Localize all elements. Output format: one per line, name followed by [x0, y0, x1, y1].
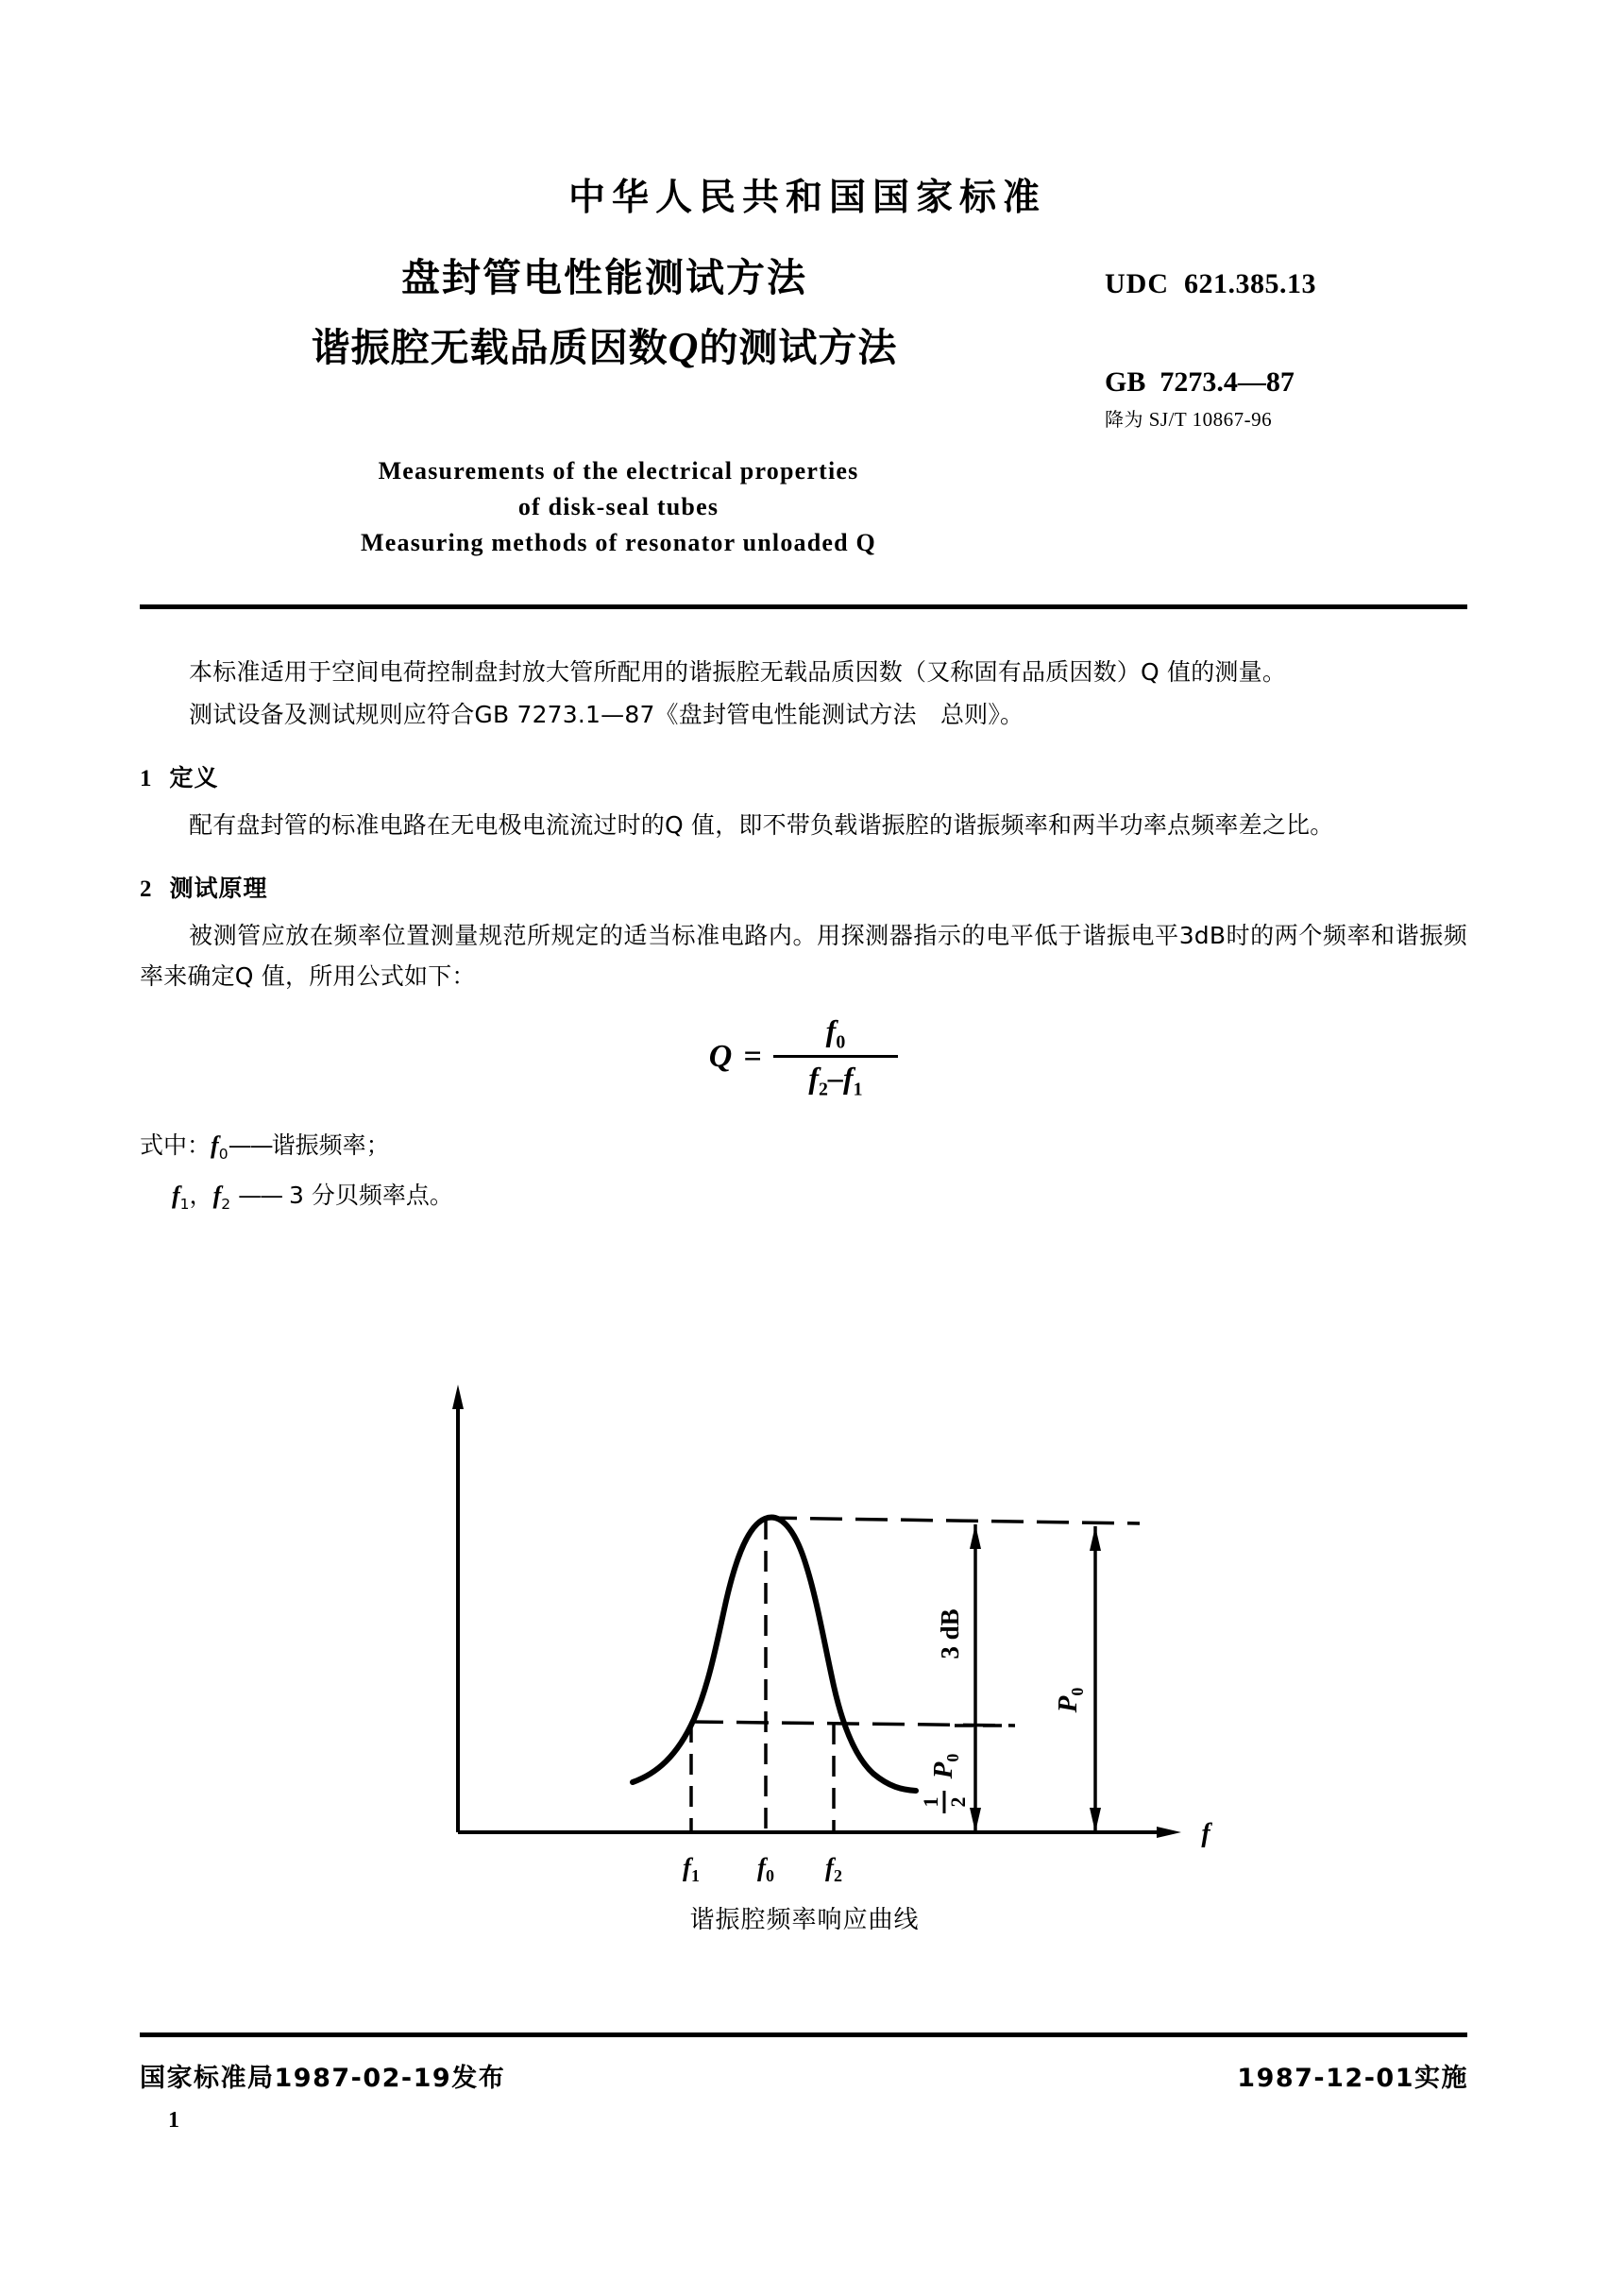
where-symbol-f1-sub: 1: [179, 1196, 190, 1213]
section-2-number: 2: [140, 876, 153, 902]
udc-value: 621.385.13: [1184, 268, 1316, 299]
formula-denominator-sym-b: f: [842, 1061, 854, 1096]
where-text-1: 谐振频率；: [271, 1131, 390, 1159]
section-1-heading: [140, 759, 1467, 793]
formula-denominator-sub-b: 1: [853, 1079, 863, 1100]
chinese-title: [142, 253, 1067, 372]
y-axis: [452, 1385, 464, 1832]
resonance-curve-path: [633, 1518, 916, 1791]
where-line-2: [140, 1175, 1467, 1225]
svg-text:2: 2: [946, 1796, 970, 1808]
gb-label: GB: [1105, 366, 1146, 398]
label-p0: $P_0$: [1053, 1687, 1087, 1713]
svg-text:P0: $P_0$: [928, 1753, 962, 1779]
english-title-line-3: Measuring methods of resonator unloaded Q: [361, 529, 876, 556]
section-1-title: 定义: [169, 764, 219, 791]
formula-lhs: Q: [708, 1039, 733, 1075]
formula-minus: –: [827, 1061, 843, 1096]
formula-denominator-sym-a: f: [808, 1061, 820, 1096]
footer-effective-info: 1987-12-01实施: [1237, 2064, 1468, 2093]
formula-fraction: [773, 1013, 899, 1101]
x-axis-arrowhead: [1157, 1827, 1181, 1838]
section-2-title: 测试原理: [169, 875, 268, 902]
y-axis-arrowhead: [452, 1385, 464, 1409]
udc-code: [1105, 268, 1467, 300]
q-formula: [709, 1013, 899, 1101]
formula-denominator-sub-a: 2: [819, 1079, 828, 1100]
scope-paragraph-1: 本标准适用于空间电荷控制盘封放大管所配用的谐振腔无载品质因数（又称固有品质因数）Q 值的测量。: [189, 658, 1287, 686]
title-line-2-prefix: 谐振腔无载品质因数: [311, 325, 669, 370]
header-divider-rule: [140, 604, 1467, 609]
gb-standard-number: [1105, 366, 1467, 399]
national-standard-title: 中华人民共和国国家标准: [567, 177, 1046, 219]
where-symbol-f2: f: [212, 1182, 222, 1209]
english-title-line-2: of disk‑seal tubes: [517, 493, 719, 520]
footer-issue-info: 国家标准局1987-02-19发布: [140, 2064, 506, 2093]
document-body: [140, 652, 1467, 1225]
title-q-symbol: Q: [668, 324, 700, 370]
formula-block: [140, 1013, 1467, 1119]
x-tick-label-f2: $f_2$: [825, 1853, 842, 1885]
x-axis: [458, 1827, 1181, 1838]
section-2-heading: [140, 870, 1467, 904]
half-power-measure-arrow: [955, 1524, 1007, 1832]
formula-equals: =: [743, 1039, 762, 1075]
section-1-text: 配有盘封管的标准电路在无电极电流流过时的Q 值，即不带负载谐振腔的谐振频率和两半功率点频率差之比。: [189, 811, 1334, 839]
scope-paragraph-2: 测试设备及测试规则应符合GB 7273.1—87《盘封管电性能测试方法 总则》。: [189, 701, 1024, 728]
replaced-by-line: [1105, 404, 1467, 432]
where-symbol-f2-sub: 2: [221, 1196, 231, 1213]
replaced-by-label: 降为: [1105, 408, 1143, 431]
p0-measure-arrow: [1090, 1526, 1101, 1832]
footer-divider-rule: [140, 2032, 1467, 2037]
where-symbol-f0-sub: 0: [218, 1146, 229, 1163]
title-line-1: 盘封管电性能测试方法: [401, 255, 807, 300]
section-2-text: 被测管应放在频率位置测量规范所规定的适当标准电路内。用探测器指示的电平低于谐振电平3dB时的两个频率和谐振频率来确定Q 值，所用公式如下：: [140, 922, 1467, 990]
label-3db: 3 dB: [936, 1608, 964, 1659]
where-comma: ，: [189, 1182, 213, 1209]
where-dash-2: ——: [238, 1182, 282, 1209]
english-title-line-1: Measurements of the electrical properties: [378, 457, 859, 485]
where-line-1: [140, 1125, 1467, 1175]
label-half-p0: [919, 1754, 970, 1813]
where-symbol-f1: f: [172, 1182, 180, 1209]
title-line-2: [142, 323, 1067, 372]
replaced-by-value: SJ/T 10867-96: [1148, 408, 1273, 431]
formula-numerator-sub: 0: [836, 1031, 846, 1053]
resonance-response-figure: [430, 1360, 1213, 1885]
english-title: [142, 453, 1095, 561]
x-tick-label-f1: $f_1$: [683, 1853, 700, 1885]
title-line-2-suffix: 的测试方法: [699, 325, 898, 370]
standard-codes: [1105, 268, 1467, 432]
national-standard-header: [0, 168, 1608, 221]
figure-caption: 谐振腔频率响应曲线: [689, 1906, 920, 1934]
where-symbol-f0: f: [211, 1131, 219, 1159]
section-1-number: 1: [140, 766, 153, 791]
gb-value: 7273.4—87: [1159, 366, 1295, 398]
page-number: 1: [168, 2108, 179, 2133]
svg-text:1: 1: [919, 1796, 942, 1808]
udc-label: UDC: [1105, 268, 1169, 299]
formula-denominator: [773, 1058, 899, 1100]
resonance-curve-svg: [430, 1360, 1213, 1885]
peak-level-dashed-line: [765, 1518, 1140, 1523]
x-tick-label-f0: $f_0$: [757, 1853, 774, 1885]
where-text-2: 3 分贝频率点。: [289, 1182, 453, 1209]
where-dash-1: ——: [228, 1131, 272, 1159]
x-axis-label: f: [1201, 1819, 1210, 1848]
formula-numerator: [773, 1013, 899, 1055]
where-label: 式中：: [140, 1131, 212, 1159]
formula-numerator-sym: f: [825, 1013, 837, 1047]
